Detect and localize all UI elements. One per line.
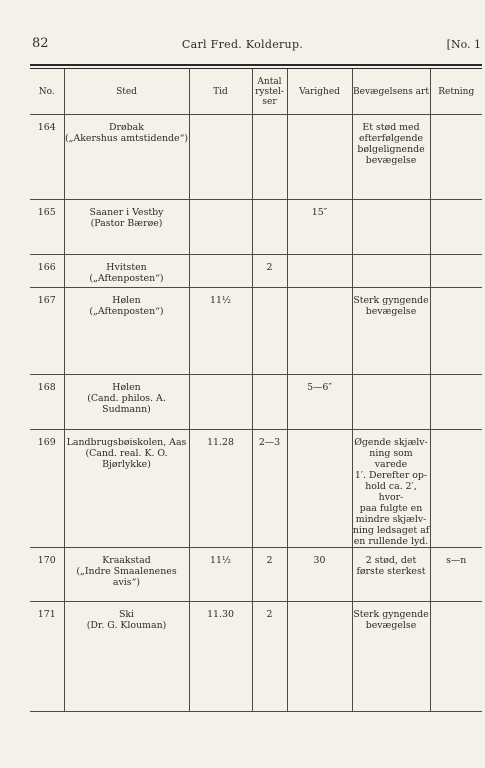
sted-line: („Akershus amtstidende“) (64, 133, 189, 144)
cell-retning (430, 430, 482, 548)
cell-tid: 11½ (189, 288, 252, 375)
sted-line: („Aftenposten“) (89, 273, 164, 284)
cell-art (352, 200, 430, 255)
cell-tid: 11.30 (189, 602, 252, 712)
cell-antal (252, 115, 287, 200)
cell-varighed: 15″ (287, 200, 352, 255)
sted-line: („Indre Smaalenenes avis“) (76, 566, 177, 588)
earthquake-report-table (30, 69, 482, 712)
cell-no: 170 (30, 548, 64, 602)
sted-line: Ski (118, 609, 135, 620)
table-row (30, 548, 482, 602)
col-header-art: Bevægelsens art (352, 69, 430, 115)
cell-antal: 2 (252, 602, 287, 712)
issue-number: [No. 1 (446, 38, 481, 51)
table-row (30, 255, 482, 288)
cell-varighed (287, 115, 352, 200)
art-line: Et stød med (362, 122, 420, 133)
cell-retning: s—n (430, 548, 482, 602)
page-header (0, 0, 485, 60)
art-line: hold ca. 2′, hvor- (365, 481, 417, 503)
cell-art (352, 115, 430, 200)
cell-sted (64, 115, 189, 200)
cell-sted (64, 548, 189, 602)
cell-tid: 11½ (189, 548, 252, 602)
art-line: bevægelse (365, 620, 417, 631)
art-line: en rullende lyd. (353, 536, 429, 547)
cell-sted (64, 375, 189, 430)
col-header-antal: Antal rystel-ser (252, 69, 287, 115)
sted-line: („Aftenposten“) (89, 306, 164, 317)
cell-no: 171 (30, 602, 64, 712)
cell-sted (64, 288, 189, 375)
running-title: Carl Fred. Kolderup. (181, 38, 304, 51)
art-line: ning som varede (369, 448, 413, 470)
sted-line: Landbrugsbøiskolen, Aas (66, 437, 187, 448)
art-line: 2 stød, det (365, 555, 417, 566)
table-row (30, 375, 482, 430)
art-line: ning ledsaget af (352, 525, 430, 536)
cell-no: 168 (30, 375, 64, 430)
sted-line: Hølen (112, 295, 141, 306)
cell-varighed (287, 288, 352, 375)
cell-retning (430, 602, 482, 712)
page-number: 82 (32, 36, 49, 51)
cell-tid (189, 375, 252, 430)
art-line: Øgende skjælv- (354, 437, 428, 448)
col-header-tid: Tid (189, 69, 252, 115)
col-header-no: No. (30, 69, 64, 115)
sted-line: Hølen (112, 382, 141, 393)
cell-varighed (287, 430, 352, 548)
table-row (30, 288, 482, 375)
table-body (30, 115, 482, 712)
cell-tid (189, 115, 252, 200)
cell-antal: 2—3 (252, 430, 287, 548)
cell-tid (189, 255, 252, 288)
sted-line: Hvitsten (106, 262, 147, 273)
cell-no: 166 (30, 255, 64, 288)
cell-retning (430, 115, 482, 200)
cell-varighed (287, 255, 352, 288)
cell-art (352, 288, 430, 375)
art-line: mindre skjælv- (355, 514, 427, 525)
table-row (30, 115, 482, 200)
cell-sted (64, 200, 189, 255)
cell-sted (64, 602, 189, 712)
header-rule-thick (30, 64, 482, 66)
cell-antal (252, 375, 287, 430)
cell-antal: 2 (252, 548, 287, 602)
sted-line: (Cand. real. K. O. Bjørlykke) (85, 448, 168, 470)
table-row (30, 200, 482, 255)
art-line: bevægelse (365, 155, 417, 166)
cell-retning (430, 288, 482, 375)
sted-line: (Pastor Bærøe) (90, 218, 163, 229)
cell-tid: 11.28 (189, 430, 252, 548)
art-line: Sterk gyngende (353, 609, 429, 620)
cell-varighed: 30 (287, 548, 352, 602)
col-header-varighed: Varighed (287, 69, 352, 115)
cell-no: 167 (30, 288, 64, 375)
cell-retning (430, 200, 482, 255)
col-header-retning: Retning (430, 69, 482, 115)
cell-art (352, 255, 430, 288)
art-line: 1′. Derefter op- (354, 470, 428, 481)
col-header-sted: Sted (64, 69, 189, 115)
table-row (30, 602, 482, 712)
sted-line: Saaner i Vestby (89, 207, 164, 218)
cell-art (352, 430, 430, 548)
cell-antal: 2 (252, 255, 287, 288)
cell-art (352, 602, 430, 712)
sted-line: (Cand. philos. A. Sudmann) (87, 393, 166, 415)
cell-tid (189, 200, 252, 255)
art-line: første sterkest (356, 566, 426, 577)
cell-retning (430, 375, 482, 430)
cell-sted (64, 430, 189, 548)
cell-antal (252, 200, 287, 255)
sted-line: (Dr. G. Klouman) (86, 620, 167, 631)
sted-line: Kraakstad (102, 555, 151, 566)
art-line: Sterk gyngende (353, 295, 429, 306)
sted-line: Drøbak (109, 122, 144, 133)
cell-antal (252, 288, 287, 375)
cell-art (352, 548, 430, 602)
cell-no: 164 (30, 115, 64, 200)
art-line: bevægelse (365, 306, 417, 317)
table-row (30, 430, 482, 548)
cell-art (352, 375, 430, 430)
art-line: bølgelignende (357, 144, 425, 155)
cell-varighed: 5—6″ (287, 375, 352, 430)
cell-sted (64, 255, 189, 288)
cell-retning (430, 255, 482, 288)
cell-no: 169 (30, 430, 64, 548)
art-line: paa fulgte en (359, 503, 423, 514)
table-header-row (30, 69, 482, 115)
cell-varighed (287, 602, 352, 712)
art-line: efterfølgende (358, 133, 424, 144)
cell-no: 165 (30, 200, 64, 255)
